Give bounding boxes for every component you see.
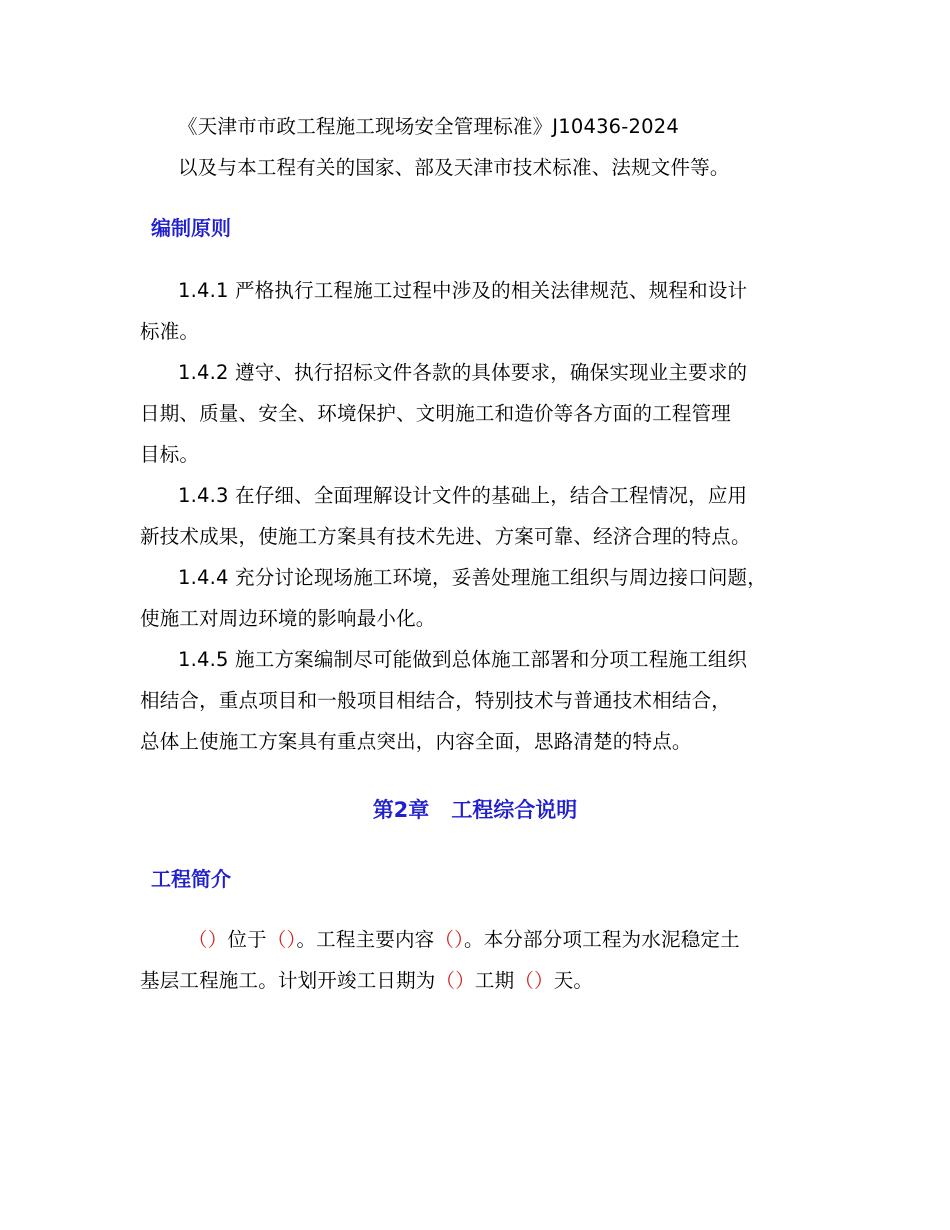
principle-line bbox=[178, 566, 767, 590]
fill-in-blank: （） bbox=[514, 969, 554, 992]
principle-text: 遵守、执行招标文件各款的具体要求，确保实现业主要求的 bbox=[235, 361, 748, 384]
overview-line bbox=[188, 928, 740, 952]
overview-text: 基层工程施工。计划开竣工日期为 bbox=[140, 969, 436, 992]
fill-in-blank: （） bbox=[435, 969, 475, 992]
principle-line: 相结合，重点项目和一般项目相结合，特别技术与普通技术相结合， bbox=[140, 689, 732, 712]
principle-line: 总体上使施工方案具有重点突出，内容全面，思路清楚的特点。 bbox=[140, 730, 692, 753]
principle-text: 严格执行工程施工过程中涉及的相关法律规范、规程和设计 bbox=[235, 279, 748, 302]
principle-number: 1.4.4 bbox=[178, 566, 229, 589]
principle-number: 1.4.3 bbox=[178, 484, 229, 507]
overview-text: 位于 bbox=[227, 928, 267, 951]
principle-line: 标准。 bbox=[140, 320, 200, 343]
principle-number: 1.4.2 bbox=[178, 361, 229, 384]
principle-line bbox=[178, 484, 747, 508]
principle-text: 施工方案编制尽可能做到总体施工部署和分项工程施工组织 bbox=[235, 648, 748, 671]
reference-standard-line: 《天津市市政工程施工现场安全管理标准》J10436-2024 bbox=[178, 115, 679, 138]
principle-line: 使施工对周边环境的影响最小化。 bbox=[140, 607, 436, 630]
principle-line bbox=[178, 648, 747, 672]
principle-number: 1.4.5 bbox=[178, 648, 229, 671]
principle-number: 1.4.1 bbox=[178, 279, 229, 302]
chapter-title: 工程综合说明 bbox=[451, 798, 578, 822]
principle-text: 在仔细、全面理解设计文件的基础上，结合工程情况，应用 bbox=[235, 484, 748, 507]
principle-line: 日期、质量、安全、环境保护、文明施工和造价等各方面的工程管理 bbox=[140, 402, 732, 425]
fill-in-blank: （） bbox=[188, 928, 228, 951]
principle-line bbox=[178, 361, 747, 385]
fill-in-blank: （） bbox=[434, 928, 465, 951]
fill-in-blank: （） bbox=[266, 928, 297, 951]
overview-text: 天。 bbox=[553, 969, 594, 992]
principle-line bbox=[178, 279, 747, 303]
section-heading-principles: 编制原则 bbox=[151, 216, 231, 240]
principle-text: 充分讨论现场施工环境，妥善处理施工组织与周边接口问题， bbox=[235, 566, 767, 589]
overview-line bbox=[140, 969, 593, 993]
overview-text: 工期 bbox=[474, 969, 515, 992]
principle-line: 新技术成果，使施工方案具有技术先进、方案可靠、经济合理的特点。 bbox=[140, 525, 751, 548]
overview-text: 。工程主要内容 bbox=[296, 928, 435, 951]
chapter-heading bbox=[0, 796, 950, 824]
chapter-number: 第2章 bbox=[372, 798, 430, 822]
reference-others-line: 以及与本工程有关的国家、部及天津市技术标准、法规文件等。 bbox=[178, 156, 730, 179]
principle-line: 目标。 bbox=[140, 443, 200, 466]
overview-text: 。本分部分项工程为水泥稳定土 bbox=[464, 928, 740, 951]
section-heading-overview: 工程简介 bbox=[151, 867, 231, 891]
